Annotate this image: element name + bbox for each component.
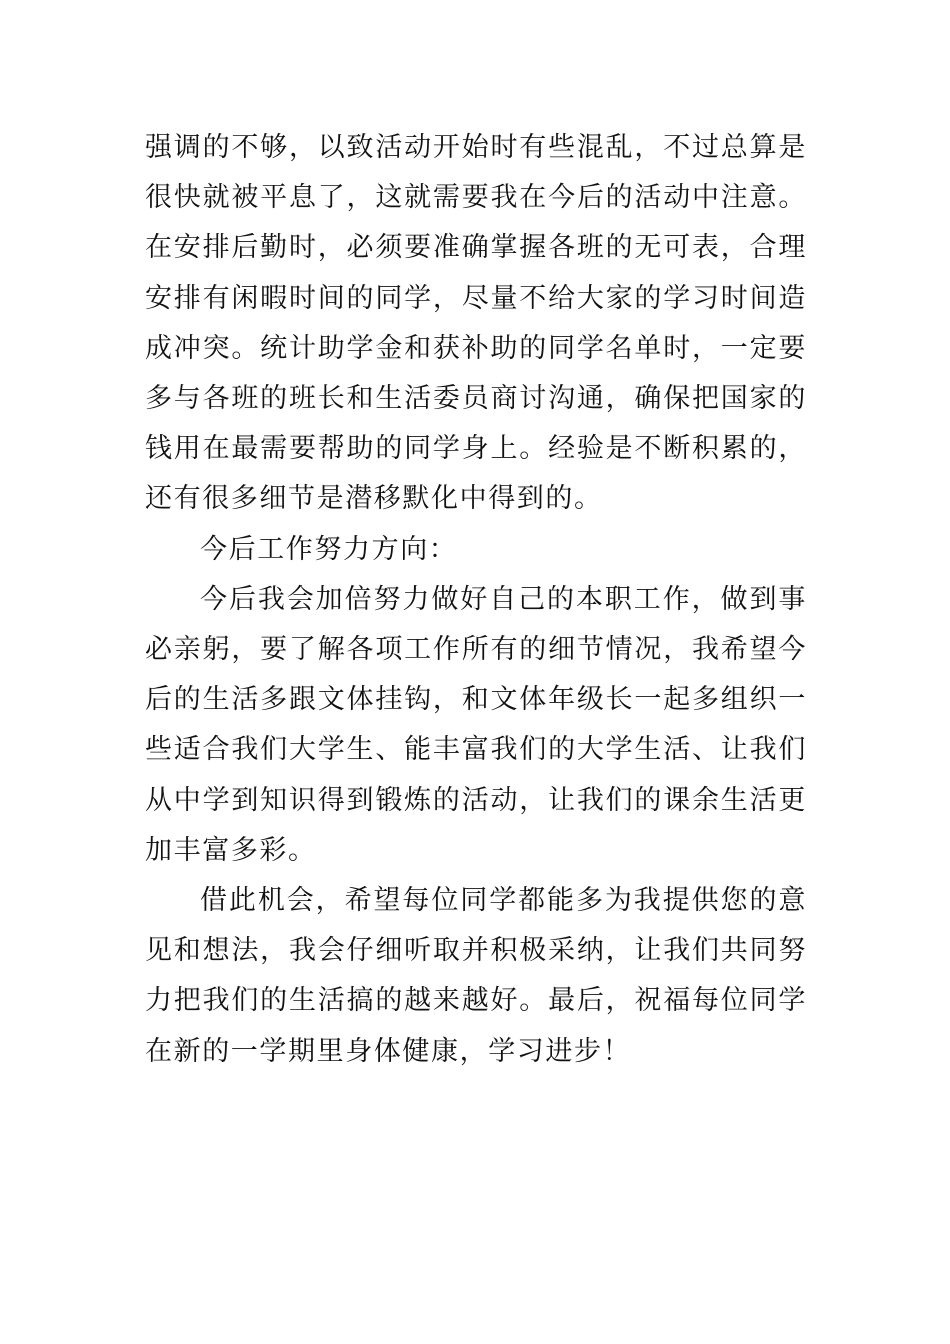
section-heading: 今后工作努力方向： bbox=[200, 533, 458, 565]
paragraph-continuation: 强调的不够，以致活动开始时有些混乱，不过总算是很快就被平息了，这就需要我在今后的活动中注意。在安排后勤时，必须要准确掌握各班的无可表，合理安排有闲暇时间的同学，尽量不给大家的学习时间造成冲突。统计助学金和获补助的同学名单时，一定要多与各班的班长和生活委员商讨沟通，确保把国家的钱用在最需要帮助的同学身上。经验是不断积累的，还有很多细节是潜移默化中得到的。 bbox=[145, 132, 807, 515]
paragraph-closing: 借此机会，希望每位同学都能多为我提供您的意见和想法，我会仔细听取并积极采纳，让我们共同努力把我们的生活搞的越来越好。最后，祝福每位同学在新的一学期里身体健康，学习进步！ bbox=[145, 885, 807, 1067]
paragraph-future-work: 今后我会加倍努力做好自己的本职工作，做到事必亲躬，要了解各项工作所有的细节情况，我希望今后的生活多跟文体挂钩，和文体年级长一起多组织一些适合我们大学生、能丰富我们的大学生活、让我们从中学到知识得到锻炼的活动，让我们的课余生活更加丰富多彩。 bbox=[145, 583, 807, 866]
document-page bbox=[145, 123, 807, 1077]
